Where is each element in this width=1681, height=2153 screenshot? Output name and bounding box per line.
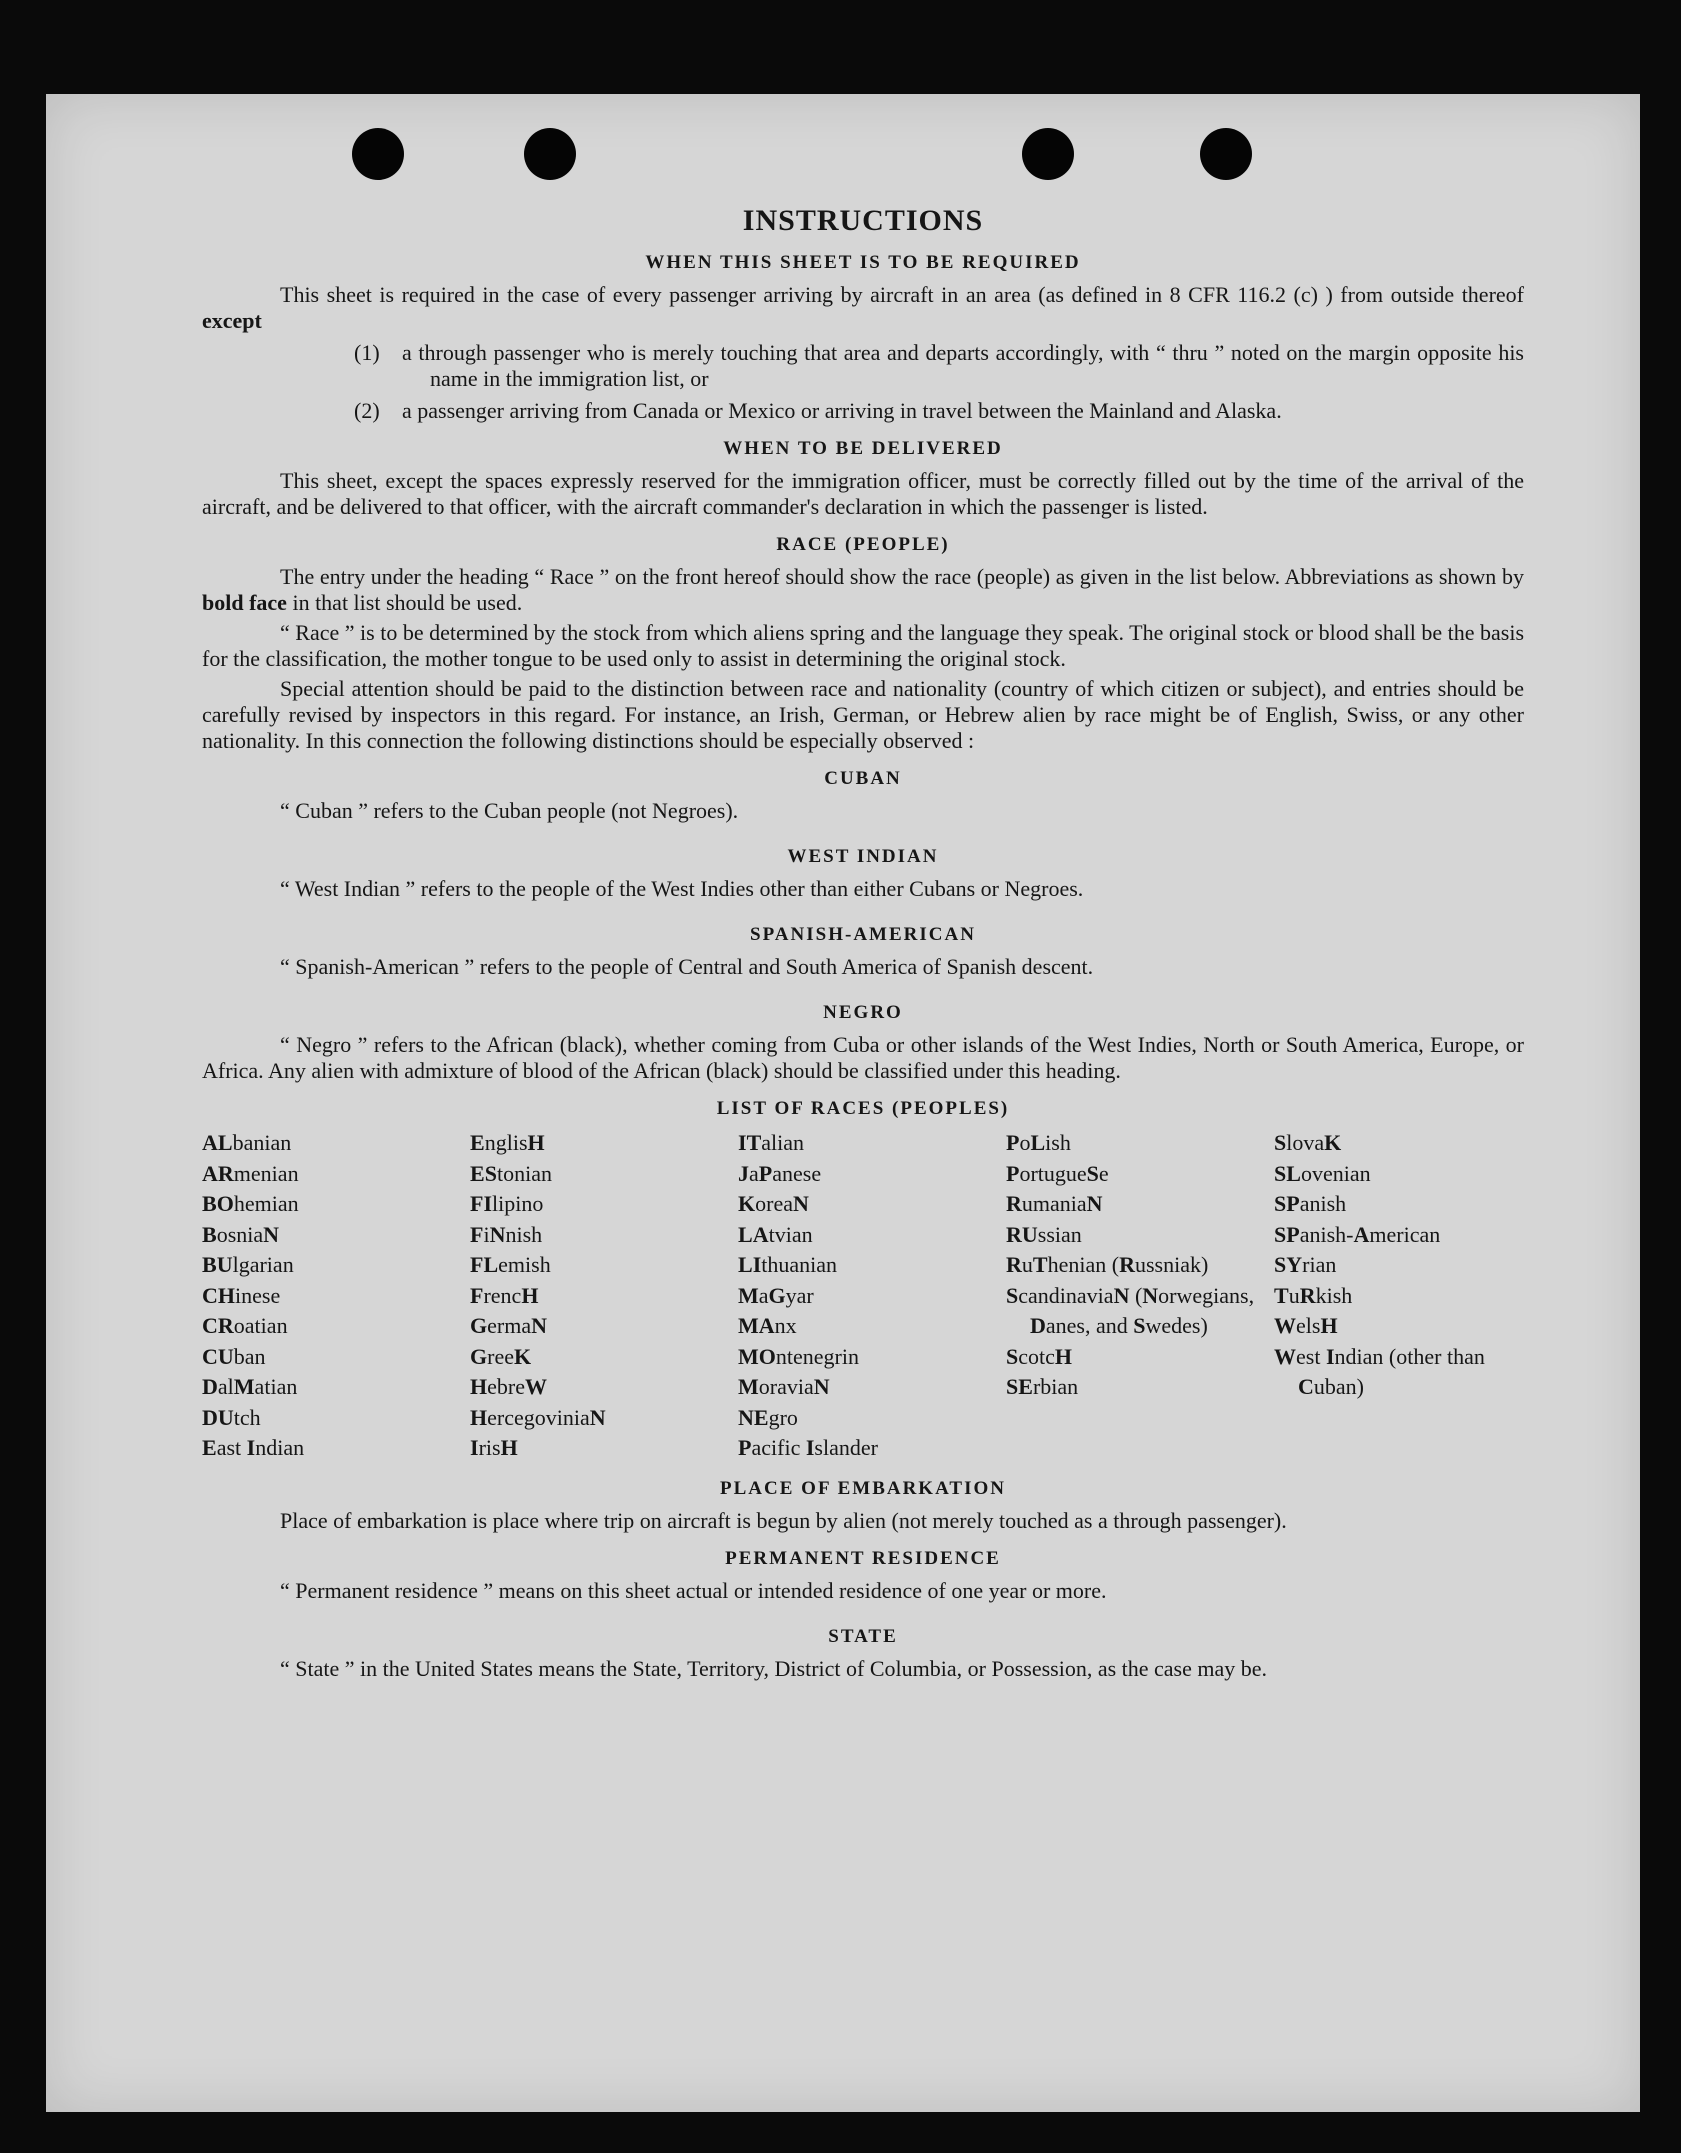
- race-entry: RuThenian (Russniak): [1006, 1252, 1209, 1277]
- heading-required: WHEN THIS SHEET IS TO BE REQUIRED: [645, 252, 1081, 273]
- residence-text: “ Permanent residence ” means on this sheet actual or intended residence of one year or more.: [280, 1577, 1107, 1603]
- document-content: [202, 204, 1524, 1686]
- punch-hole-4: [1200, 128, 1252, 180]
- race-entry: PortugueSe: [1006, 1160, 1109, 1186]
- race-entry: LAtvian: [738, 1221, 813, 1247]
- race-entry: DalMatian: [202, 1374, 298, 1399]
- race-entry: West Indian (other than Cuban): [1274, 1343, 1485, 1399]
- punch-hole-1: [352, 128, 404, 180]
- required-intro: This sheet is required in the case of every passenger arriving by aircraft in an area (as defined in 8 CFR 116.2 (c) ) from outside thereof except: [202, 282, 1524, 333]
- race-entry: NEgro: [738, 1404, 798, 1430]
- race-entry: GreeK: [470, 1343, 532, 1369]
- race-entry: ScotcH: [1006, 1343, 1073, 1369]
- race-entry: ALbanian: [202, 1130, 292, 1155]
- race-entry: WelsH: [1274, 1313, 1338, 1338]
- race-entry: East Indian: [202, 1435, 305, 1460]
- page-title: INSTRUCTIONS: [742, 204, 984, 237]
- race-entry: GermaN: [470, 1313, 547, 1338]
- race-entry: MOntenegrin: [738, 1343, 859, 1369]
- race-entry: ITalian: [738, 1130, 805, 1155]
- heading-race: RACE (PEOPLE): [776, 534, 950, 555]
- race-entry: EnglisH: [470, 1130, 545, 1155]
- heading-state: STATE: [828, 1625, 898, 1647]
- race-column-4: [1006, 1128, 1256, 1464]
- heading-spanish-american: SPANISH-AMERICAN: [750, 924, 976, 945]
- race-entry: LIthuanian: [738, 1252, 838, 1277]
- race-entry: IrisH: [470, 1435, 518, 1460]
- state-text: “ State ” in the United States means the State, Territory, District of Columbia, or Possession, as the case may be.: [280, 1655, 1268, 1681]
- punch-hole-2: [524, 128, 576, 180]
- race-entry: CRoatian: [202, 1313, 288, 1338]
- race-column-5: [1274, 1128, 1524, 1464]
- race-entry: SPanish: [1274, 1191, 1347, 1216]
- race-entry: SPanish-American: [1274, 1221, 1441, 1247]
- required-item-1: (1) a through passenger who is merely touching that area and departs accordingly, with “ thru ” noted on the margin opposite his name in the immigration list, or: [354, 340, 1524, 391]
- race-entry: SYrian: [1274, 1252, 1337, 1277]
- race-entry: MaGyar: [738, 1282, 814, 1308]
- race-para-2: “ Race ” is to be determined by the stock from which aliens spring and the language they speak. The original stock or blood shall be the basis for the classification, the mother tongue to be used only to assist in determining the original stock.: [202, 620, 1524, 671]
- race-entry: ARmenian: [202, 1160, 299, 1186]
- embarkation-text: Place of embarkation is place where trip on aircraft is begun by alien (not merely touched as a through passenger).: [280, 1507, 1287, 1533]
- race-entry: BOhemian: [202, 1191, 299, 1216]
- race-entry: FLemish: [470, 1252, 551, 1277]
- document-sheet: [46, 94, 1640, 2112]
- race-entry: CHinese: [202, 1282, 281, 1308]
- heading-negro: NEGRO: [823, 1002, 903, 1023]
- race-entry: JaPanese: [738, 1160, 822, 1186]
- race-column-1: [202, 1128, 452, 1464]
- race-entry: MoraviaN: [738, 1374, 830, 1399]
- race-para-3: Special attention should be paid to the distinction between race and nationality (country of which citizen or subject), and entries should be carefully revised by inspectors in this regard. For instance, an Irish, German, or Hebrew alien by race might be of English, Swiss, or any other nationality. In this connection the following distinctions should be especially observed :: [202, 676, 1524, 753]
- race-entry: TuRkish: [1274, 1282, 1353, 1308]
- race-column-2: [470, 1128, 720, 1464]
- race-entry: BUlgarian: [202, 1252, 294, 1277]
- race-entry: MAnx: [738, 1313, 797, 1338]
- heading-delivered: WHEN TO BE DELIVERED: [723, 438, 1003, 459]
- required-item-2: (2) a passenger arriving from Canada or Mexico or arriving in travel between the Mainland and Alaska.: [354, 398, 1282, 423]
- race-entry: FiNnish: [470, 1221, 543, 1247]
- spanish-american-text: “ Spanish-American ” refers to the people of Central and South America of Spanish descent.: [280, 954, 1094, 979]
- heading-cuban: CUBAN: [824, 768, 902, 789]
- race-entry: PoLish: [1006, 1130, 1071, 1155]
- punch-hole-3: [1022, 128, 1074, 180]
- west-indian-text: “ West Indian ” refers to the people of the West Indies other than either Cubans or Negroes.: [280, 876, 1084, 901]
- race-entry: ScandinaviaN (Norwegians, Danes, and Swedes): [1006, 1282, 1255, 1338]
- race-entry: RumaniaN: [1006, 1191, 1103, 1216]
- race-entry: KoreaN: [738, 1191, 809, 1216]
- race-entry: CUban: [202, 1343, 266, 1369]
- heading-embarkation: PLACE OF EMBARKATION: [720, 1477, 1006, 1499]
- race-para-1: The entry under the heading “ Race ” on the front hereof should show the race (people) as given in the list below. Abbreviations as shown by bold face in that list should be used.: [202, 564, 1524, 615]
- race-entry: BosniaN: [202, 1221, 280, 1247]
- race-entry: SlovaK: [1274, 1130, 1342, 1155]
- race-entry: DUtch: [202, 1404, 261, 1430]
- heading-list-of-races: LIST OF RACES (PEOPLES): [716, 1098, 1010, 1119]
- race-entry: FrencH: [470, 1282, 539, 1308]
- race-entry: EStonian: [470, 1160, 552, 1186]
- heading-residence: PERMANENT RESIDENCE: [725, 1547, 1001, 1569]
- race-entry: HercegoviniaN: [470, 1404, 606, 1430]
- race-column-3: [738, 1128, 988, 1464]
- negro-text: “ Negro ” refers to the African (black), whether coming from Cuba or other islands of the West Indies, North or South America, Europe, or Africa. Any alien with admixture of blood of the African (black) should be classified under this heading.: [202, 1032, 1524, 1083]
- race-entry: SLovenian: [1274, 1160, 1371, 1186]
- race-entry: SErbian: [1006, 1374, 1079, 1399]
- delivered-text: This sheet, except the spaces expressly reserved for the immigration officer, must be correctly filled out by the time of the arrival of the aircraft, and be delivered to that officer, with the aircraft commander's declaration in which the passenger is listed.: [202, 468, 1524, 519]
- heading-west-indian: WEST INDIAN: [787, 846, 939, 867]
- race-entry: FIlipino: [470, 1191, 544, 1216]
- race-entry: RUssian: [1006, 1221, 1082, 1247]
- race-entry: Pacific Islander: [738, 1435, 878, 1460]
- race-list: [202, 1128, 1524, 1464]
- cuban-text: “ Cuban ” refers to the Cuban people (not Negroes).: [280, 798, 739, 823]
- race-entry: HebreW: [470, 1374, 547, 1399]
